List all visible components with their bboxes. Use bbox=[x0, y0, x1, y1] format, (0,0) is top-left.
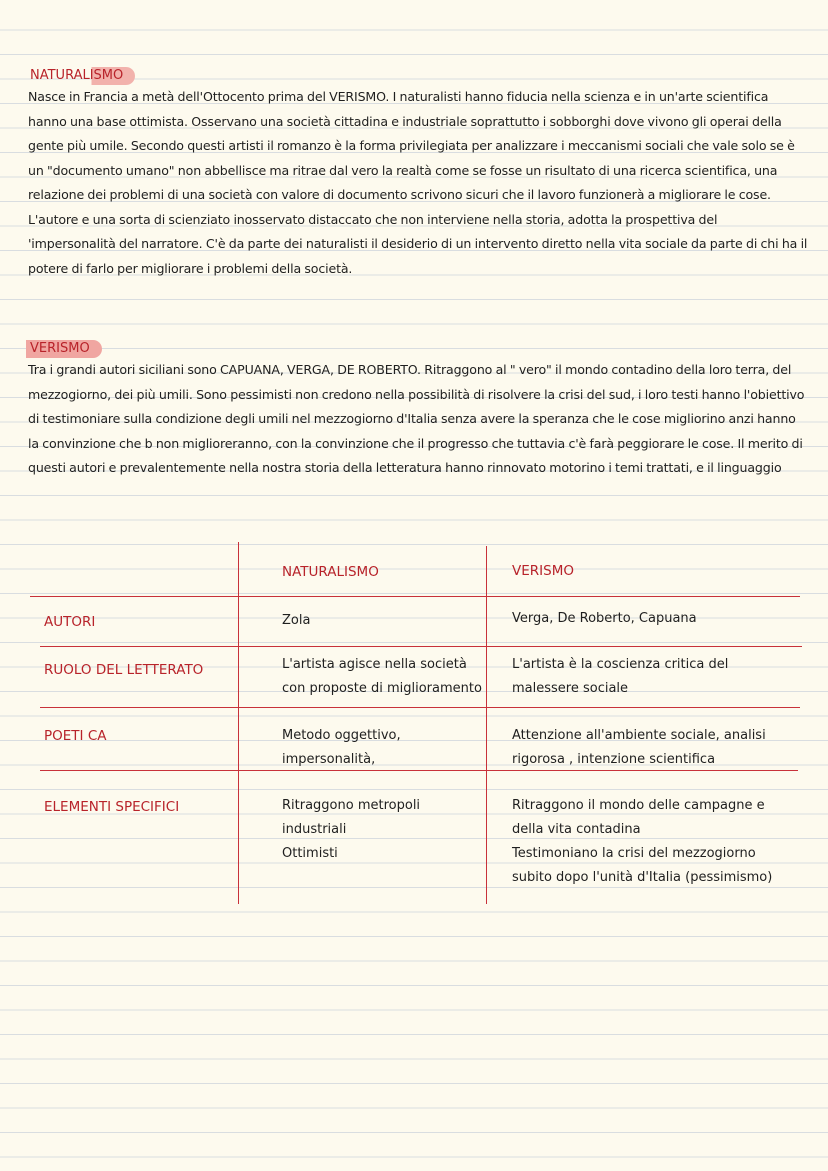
table-divider bbox=[486, 546, 487, 904]
table-cell bbox=[282, 724, 401, 772]
section-paragraph: Tra i grandi autori siciliani sono CAPUANA, VERGA, DE ROBERTO. Ritraggono al " vero" il mondo contadino della loro terra, del mezzogiorno, dei più umili. Sono pessimisti non credono nella possibilità di risolvere la crisi del sud, i loro testi hanno l'obiettivo di testimoniare sulla condizione degli umili nel mezzogiorno d'Italia senza avere la speranza che le cose migliorino anzi hanno la convinzione che b non miglioreranno, con la convinzione che il progresso che tuttavia c'è farà peggiorare le cose. Il merito di questi autori e prevalentemente nella nostra storia della letteratura hanno rinnovato motorino i temi trattati, e il linguaggio bbox=[28, 362, 805, 475]
section-heading: VERISMO bbox=[26, 340, 102, 358]
table-cell-line: Ritraggono metropoli bbox=[282, 798, 421, 813]
table-row-label: POETI CA bbox=[44, 728, 107, 744]
table-cell-line: Verga, De Roberto, Capuana bbox=[512, 611, 697, 626]
table-cell-line: industriali bbox=[282, 822, 347, 837]
table-cell bbox=[282, 609, 310, 633]
table-column-header: VERISMO bbox=[512, 563, 574, 579]
table-cell bbox=[512, 724, 766, 772]
table-divider bbox=[40, 707, 800, 708]
table-cell-line: con proposte di miglioramento bbox=[282, 681, 482, 696]
table-cell-line: Metodo oggettivo, bbox=[282, 728, 401, 743]
table-cell bbox=[282, 794, 420, 866]
table-cell bbox=[512, 653, 728, 701]
table-cell-line: L'artista agisce nella società bbox=[282, 657, 467, 672]
table-row-label: RUOLO DEL LETTERATO bbox=[44, 662, 204, 678]
table-cell bbox=[282, 653, 482, 701]
table-cell-line: malessere sociale bbox=[512, 681, 629, 696]
table-cell-line: della vita contadina bbox=[512, 822, 641, 837]
table-cell-line: rigorosa , intenzione scientifica bbox=[512, 752, 716, 767]
table-cell-line: Attenzione all'ambiente sociale, analisi bbox=[512, 728, 766, 743]
table-cell-line: impersonalità, bbox=[282, 752, 376, 767]
table-cell-line: Testimoniano la crisi del mezzogiorno bbox=[512, 846, 756, 861]
table-cell-line: L'artista è la coscienza critica del bbox=[512, 657, 729, 672]
table-cell-line: Ottimisti bbox=[282, 846, 338, 861]
table-row-label: ELEMENTI SPECIFICI bbox=[44, 799, 180, 815]
table-cell bbox=[512, 607, 697, 631]
section-naturalismo bbox=[28, 64, 808, 281]
comparison-table bbox=[0, 540, 828, 910]
section-heading: NATURALISMO bbox=[26, 67, 135, 85]
table-column-header: NATURALISMO bbox=[282, 564, 379, 580]
table-cell-line: subito dopo l'unità d'Italia (pessimismo) bbox=[512, 870, 773, 885]
table-cell-line: Ritraggono il mondo delle campagne e bbox=[512, 798, 765, 813]
table-divider bbox=[40, 646, 802, 647]
table-row-label: AUTORI bbox=[44, 614, 96, 630]
section-paragraph: Nasce in Francia a metà dell'Ottocento prima del VERISMO. I naturalisti hanno fiducia nella scienza e in un'arte scientifica hanno una base ottimista. Osservano una società cittadina e industriale soprattutto i sobborghi dove vivono gli operai della gente più umile. Secondo questi artisti il romanzo è la forma privilegiata per analizzare i meccanismi sociali che vale solo se è un "documento umano" non abbellisce ma ritrae dal vero la realtà come se fosse un risultato di una ricerca scientifica, una relazione dei problemi di una società con valore di documento scrivono sicuri che il lavoro funzionerà a migliorare le cose. L'autore e una sorta di scienziato inosservato distaccato che non interviene nella storia, adotta la prospettiva del 'impersonalità del narratore. C'è da parte dei naturalisti il desiderio di un intervento diretto nella vita sociale da parte di chi ha il potere di farlo per migliorare i problemi della società. bbox=[28, 89, 808, 276]
table-cell-line: Zola bbox=[282, 613, 311, 628]
table-divider bbox=[30, 596, 800, 597]
section-verismo bbox=[28, 337, 808, 481]
table-cell bbox=[512, 794, 772, 890]
